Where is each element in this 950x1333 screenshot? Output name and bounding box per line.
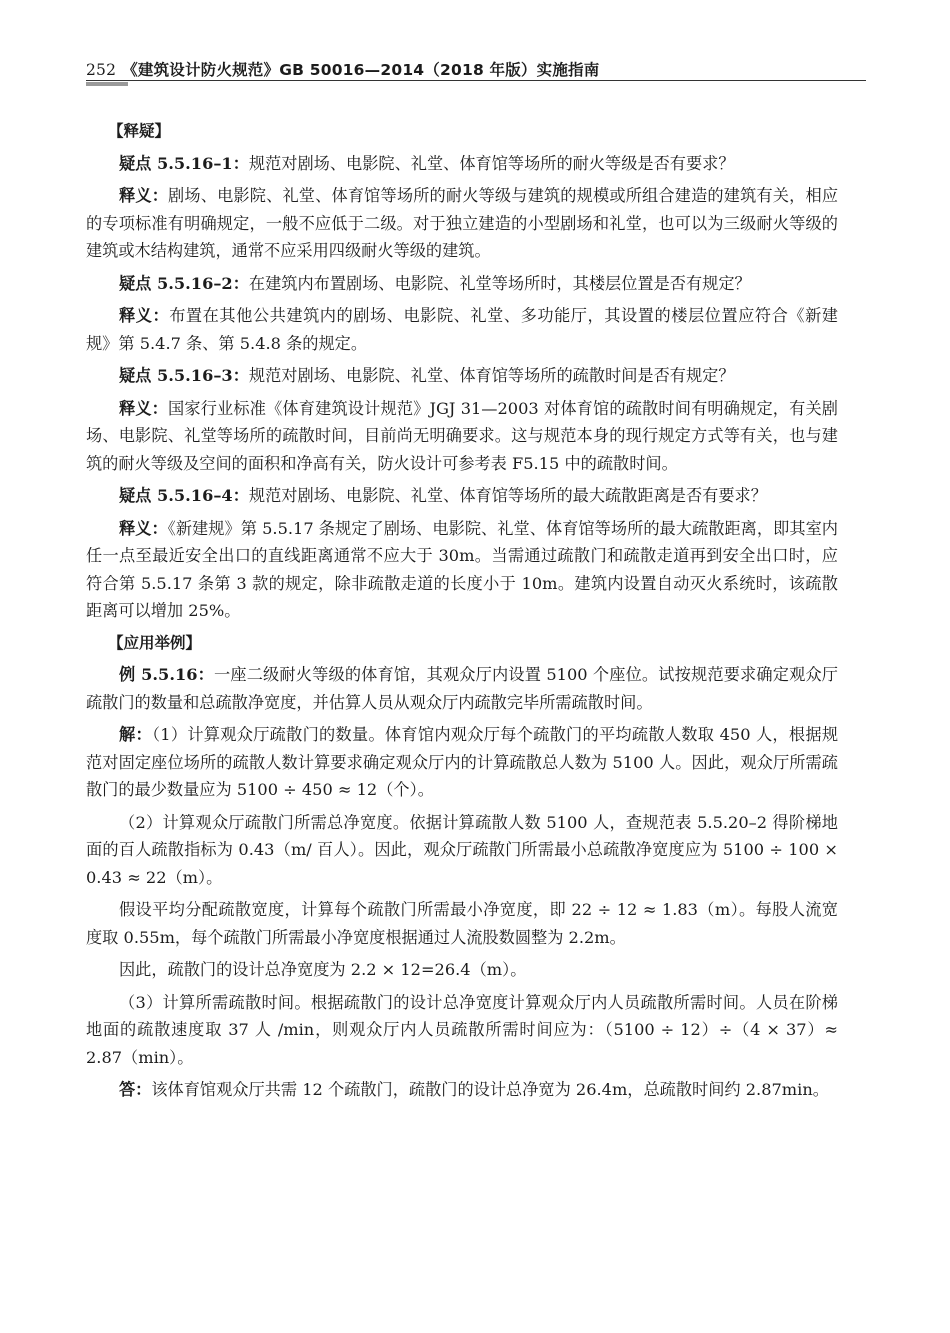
answer-4 xyxy=(86,515,838,625)
question-text: 规范对剧场、电影院、礼堂、体育馆等场所的耐火等级是否有要求？ xyxy=(248,153,735,173)
header-title: 《建筑设计防火规范》GB 50016—2014（2018 年版）实施指南 xyxy=(122,61,600,79)
answer-text: 国家行业标准《体育建筑设计规范》JGJ 31—2003 对体育馆的疏散时间有明确规定，有关剧场、电影院、礼堂等场所的疏散时间，目前尚无明确要求。这与规范本身的现行规定方式等有关，也与建筑的耐火等级及空间的面积和净高有关，防火设计可参考表 F5.15 中的疏散时间。 xyxy=(86,398,838,473)
question-1 xyxy=(86,150,838,178)
question-text: 规范对剧场、电影院、礼堂、体育馆等场所的最大疏散距离是否有要求？ xyxy=(248,486,767,505)
question-label: 疑点 5.5.16–1： xyxy=(119,153,249,173)
header-accent-bar xyxy=(86,82,128,86)
answer-text: 《新建规》第 5.5.17 条规定了剧场、电影院、礼堂、体育馆等场所的最大疏散距离，即其室内任一点至最近安全出口的直线距离通常不应大于 30m。当需通过疏散门和疏散走道再到安全出口时，应符合第 5.5.17 条第 3 款的规定，除非疏散走道的长度小于 10m。建筑内设置自动灭火系统时，该疏散距离可以增加 25%。 xyxy=(86,518,838,620)
header-rule xyxy=(86,80,866,81)
answer-label: 释义： xyxy=(119,186,169,205)
section-heading-explain: 【释疑】 xyxy=(108,122,171,140)
running-header xyxy=(86,58,866,80)
answer-label: 释义： xyxy=(119,518,168,538)
question-label: 疑点 5.5.16–3： xyxy=(119,366,249,385)
section-heading-example: 【应用举例】 xyxy=(108,633,202,652)
solution-step-1 xyxy=(86,721,838,804)
question-2 xyxy=(86,270,838,298)
question-text: 规范对剧场、电影院、礼堂、体育馆等场所的疏散时间是否有规定？ xyxy=(248,366,735,385)
question-4 xyxy=(86,482,838,510)
answer-1 xyxy=(86,182,838,265)
solution-step-2b: 假设平均分配疏散宽度，计算每个疏散门所需最小净宽度，即 22 ÷ 12 ≈ 1.83（m）。每股人流宽度取 0.55m，每个疏散门所需最小净宽度根据通过人流股数圆整为 2.2m。 xyxy=(86,900,838,947)
answer-2 xyxy=(86,302,838,357)
answer-label: 释义： xyxy=(119,306,170,325)
example-text: 一座二级耐火等级的体育馆，其观众厅内设置 5100 个座位。试按规范要求确定观众厅疏散门的数量和总疏散净宽度，并估算人员从观众厅内疏散完毕所需疏散时间。 xyxy=(86,665,838,712)
example-statement xyxy=(86,661,838,716)
question-text: 在建筑内布置剧场、电影院、礼堂等场所时，其楼层位置是否有规定？ xyxy=(248,273,751,293)
question-label: 疑点 5.5.16–2： xyxy=(119,273,249,293)
example-label: 例 5.5.16： xyxy=(119,665,214,684)
question-3 xyxy=(86,362,838,390)
final-answer-text: 该体育馆观众厅共需 12 个疏散门，疏散门的设计总净宽为 26.4m，总疏散时间约 2.87min。 xyxy=(151,1080,829,1099)
solution-label: 解： xyxy=(119,725,152,744)
answer-3 xyxy=(86,395,838,478)
answer-final xyxy=(86,1076,838,1104)
solution-text: （1）计算观众厅疏散门的数量。体育馆内观众厅每个疏散门的平均疏散人数取 450 人，根据规范对固定座位场所的疏散人数计算要求确定观众厅内的计算疏散总人数为 5100 人。因此，观众厅所需疏散门的最少数量应为 5100 ÷ 450 ≈ 12（个）。 xyxy=(86,725,839,799)
page-body xyxy=(86,118,838,1109)
page-number: 252 xyxy=(86,61,117,79)
answer-label: 释义： xyxy=(119,398,169,418)
question-label: 疑点 5.5.16–4： xyxy=(119,486,249,505)
final-answer-label: 答： xyxy=(119,1080,152,1099)
solution-step-2: （2）计算观众厅疏散门所需总净宽度。依据计算疏散人数 5100 人，查规范表 5.5.20–2 得阶梯地面的百人疏散指标为 0.43（m/ 百人）。因此，观众厅疏散门所需最小总疏散净宽度应为 5100 ÷ 100 × 0.43 ≈ 22（m）。 xyxy=(86,812,838,887)
answer-text: 布置在其他公共建筑内的剧场、电影院、礼堂、多功能厅，其设置的楼层位置应符合《新建规》第 5.4.7 条、第 5.4.8 条的规定。 xyxy=(86,306,838,353)
answer-text: 剧场、电影院、礼堂、体育馆等场所的耐火等级与建筑的规模或所组合建造的建筑有关，相应的专项标准有明确规定，一般不应低于二级。对于独立建造的小型剧场和礼堂，也可以为三级耐火等级的建筑或木结构建筑，通常不应采用四级耐火等级的建筑。 xyxy=(86,186,839,260)
solution-step-2c: 因此，疏散门的设计总净宽度为 2.2 × 12=26.4（m）。 xyxy=(119,960,527,979)
solution-step-3: （3）计算所需疏散时间。根据疏散门的设计总净宽度计算观众厅内人员疏散所需时间。人员在阶梯地面的疏散速度取 37 人 /min，则观众厅内人员疏散所需时间应为：（5100 ÷ 12）÷（4 × 37）≈ 2.87（min）。 xyxy=(86,992,838,1067)
